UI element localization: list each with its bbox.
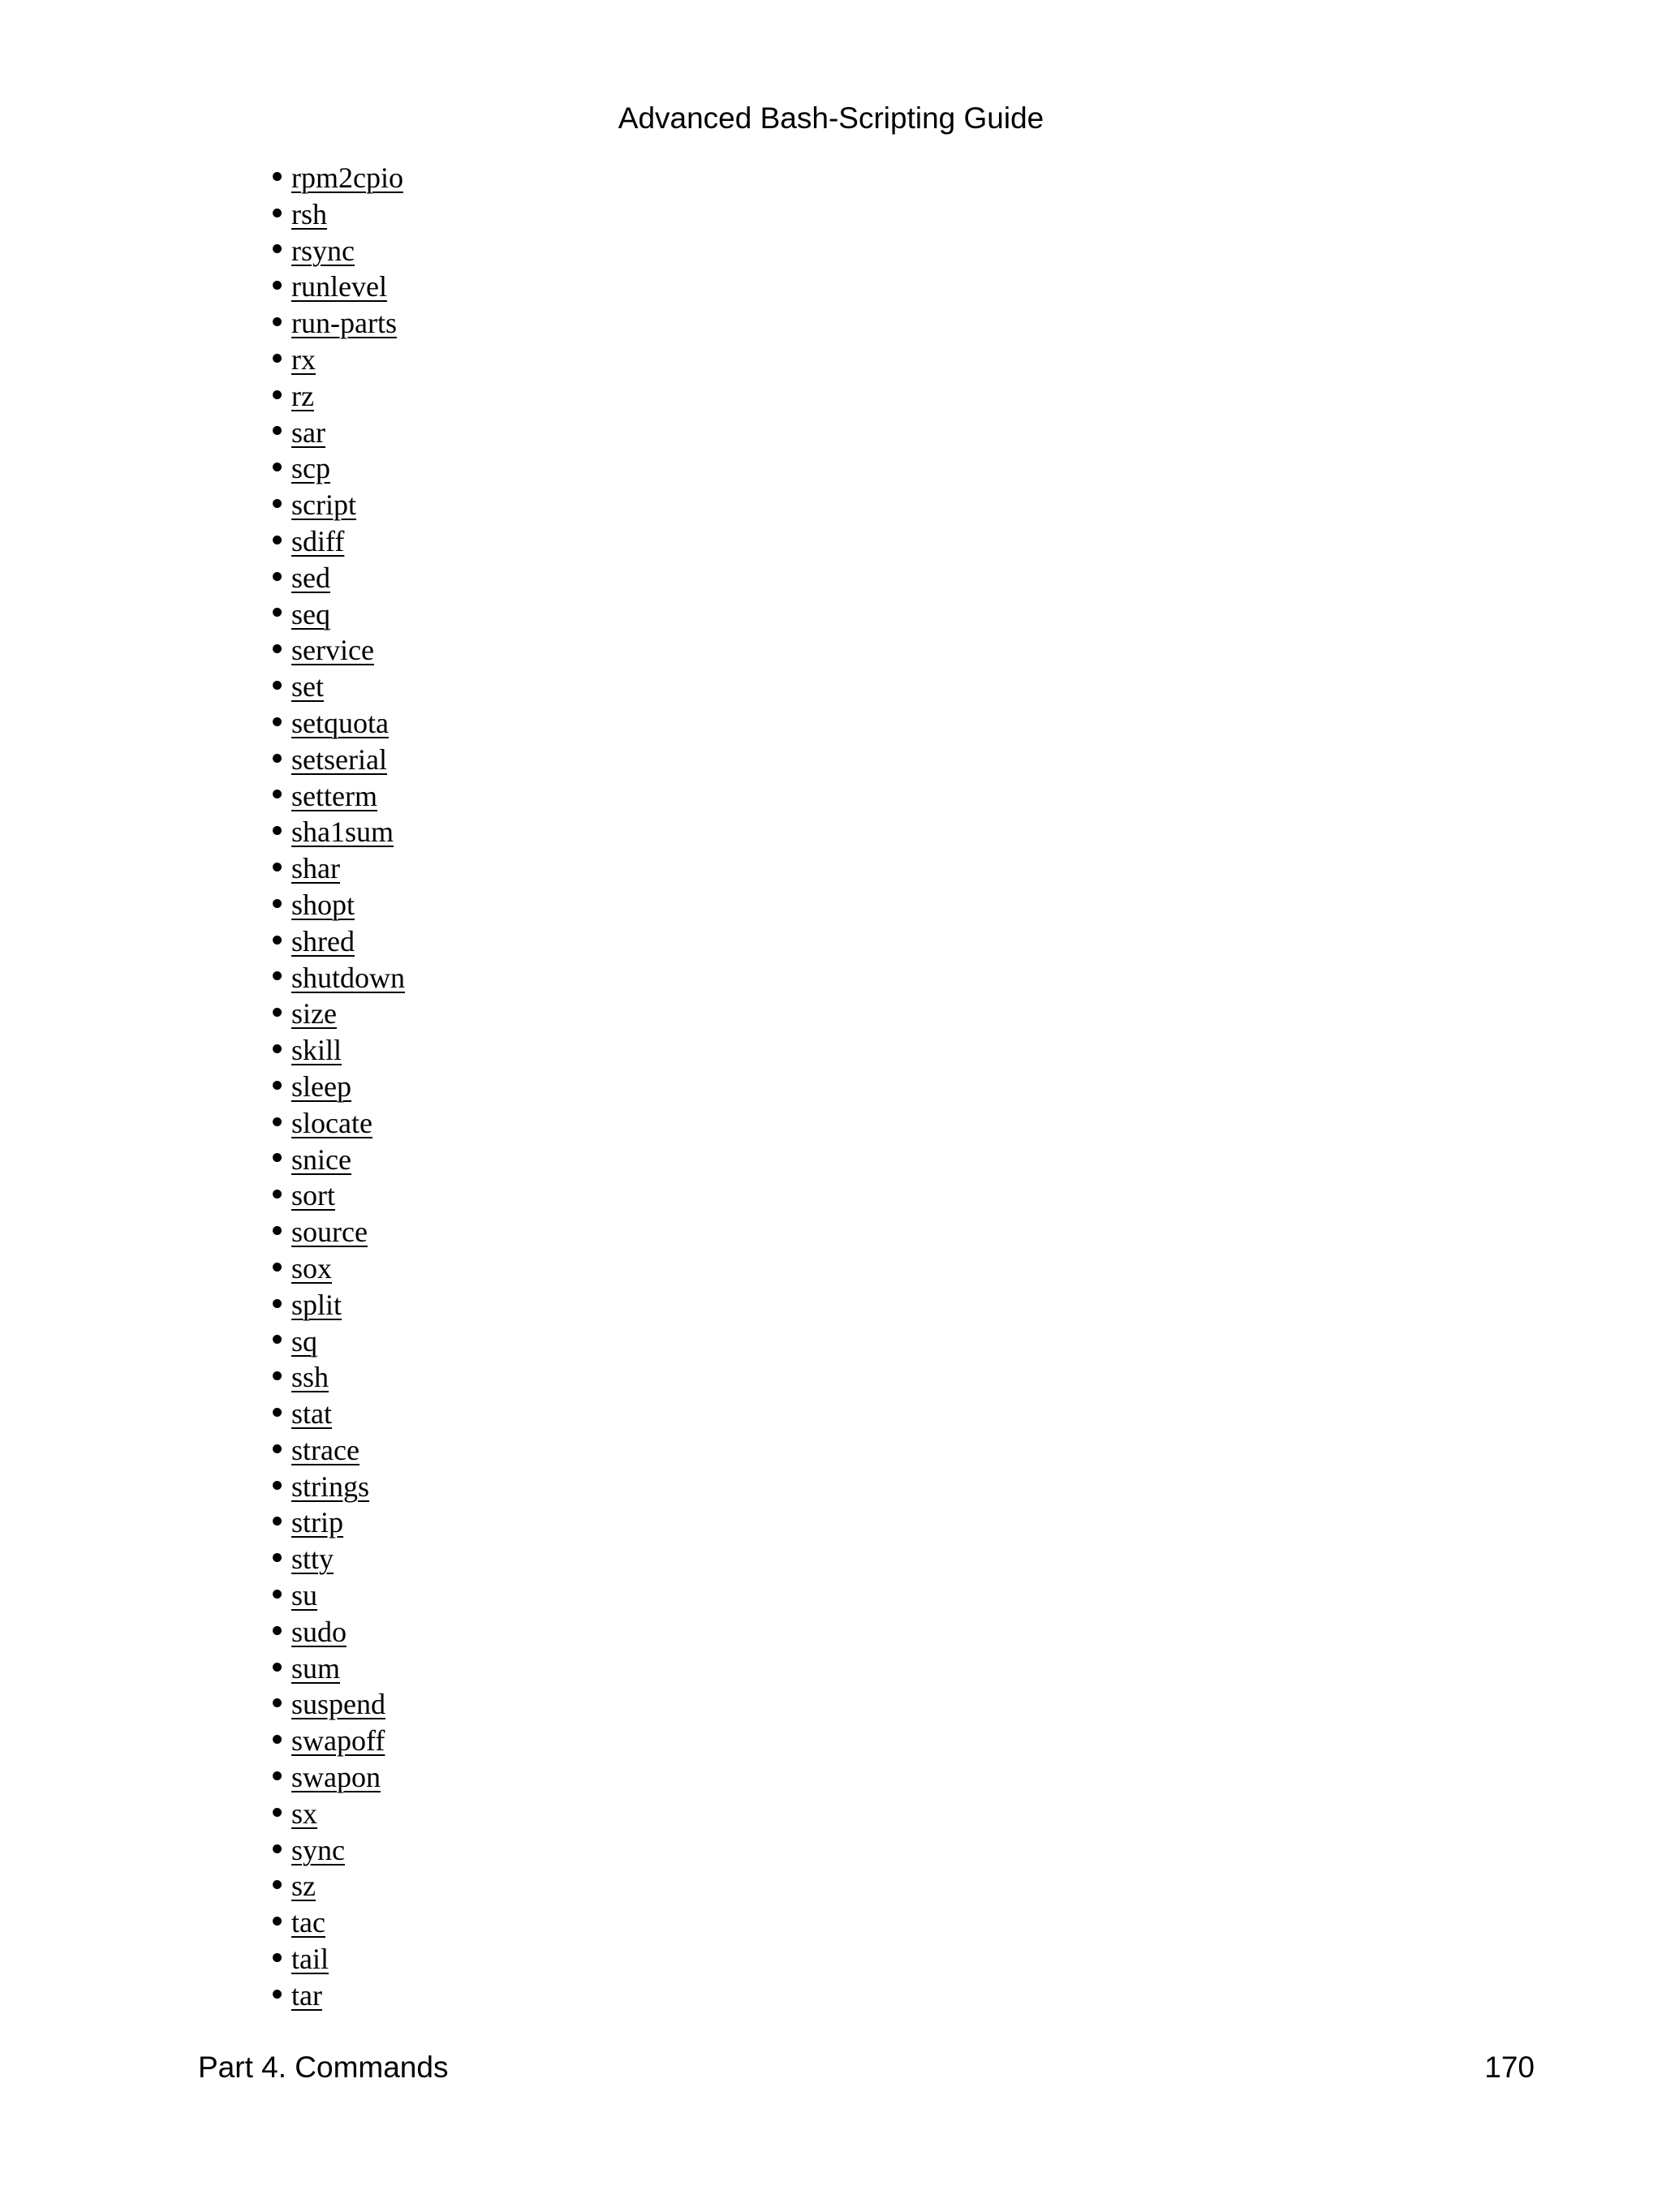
command-link[interactable]: sz — [291, 1870, 316, 1903]
bullet-icon — [273, 1880, 282, 1889]
list-item — [273, 1214, 405, 1250]
bullet-icon — [273, 1444, 282, 1453]
bullet-icon — [273, 971, 282, 980]
list-item — [273, 1868, 405, 1904]
command-link[interactable]: strip — [291, 1506, 344, 1539]
bullet-icon — [273, 1408, 282, 1417]
bullet-icon — [273, 1044, 282, 1053]
command-link[interactable]: sdiff — [291, 524, 345, 557]
list-item — [273, 1359, 405, 1396]
list-item — [273, 233, 405, 269]
bullet-icon — [273, 1481, 282, 1490]
command-link[interactable]: swapon — [291, 1761, 381, 1794]
command-link[interactable]: size — [291, 997, 337, 1031]
bullet-icon — [273, 936, 282, 945]
list-item — [273, 1432, 405, 1469]
bullet-icon — [273, 1371, 282, 1380]
bullet-icon — [273, 1663, 282, 1672]
list-item — [273, 1177, 405, 1214]
command-link[interactable]: sed — [291, 561, 330, 594]
command-link[interactable]: shutdown — [291, 961, 406, 994]
list-item — [273, 269, 405, 305]
bullet-icon — [273, 536, 282, 544]
command-link[interactable]: tail — [291, 1943, 329, 1976]
command-link[interactable]: set — [291, 670, 324, 704]
command-link[interactable]: service — [291, 634, 374, 667]
bullet-icon — [273, 644, 282, 653]
list-item — [273, 378, 405, 415]
command-link[interactable]: swapoff — [291, 1724, 385, 1758]
bullet-icon — [273, 572, 282, 581]
command-link[interactable]: sudo — [291, 1615, 347, 1648]
bullet-icon — [273, 790, 282, 798]
command-link[interactable]: sleep — [291, 1069, 351, 1103]
command-link[interactable]: sx — [291, 1797, 318, 1830]
footer-section-title: Part 4. Commands — [198, 2051, 449, 2084]
list-item — [273, 1904, 405, 1941]
bullet-icon — [273, 608, 282, 617]
list-item — [273, 778, 405, 815]
command-link[interactable]: rx — [291, 342, 316, 376]
command-link[interactable]: scp — [291, 452, 330, 485]
list-item — [273, 1105, 405, 1142]
list-item — [273, 1287, 405, 1323]
command-link[interactable]: shred — [291, 924, 355, 958]
command-link[interactable]: sq — [291, 1324, 318, 1358]
command-link[interactable]: sync — [291, 1833, 345, 1866]
command-link[interactable]: rsh — [291, 197, 327, 230]
list-item — [273, 960, 405, 996]
list-item — [273, 1032, 405, 1069]
command-link[interactable]: tar — [291, 1978, 322, 2012]
list-item — [273, 1504, 405, 1541]
bullet-icon — [273, 681, 282, 690]
list-item — [273, 523, 405, 560]
bullet-icon — [273, 1626, 282, 1635]
footer-page-number: 170 — [1484, 2051, 1535, 2084]
bullet-icon — [273, 1735, 282, 1744]
bullet-icon — [273, 354, 282, 363]
command-link[interactable]: run-parts — [291, 307, 397, 340]
command-link[interactable]: split — [291, 1288, 342, 1321]
bullet-icon — [273, 1590, 282, 1599]
command-link[interactable]: rpm2cpio — [291, 161, 403, 194]
list-item — [273, 1069, 405, 1105]
bullet-icon — [273, 1844, 282, 1853]
bullet-icon — [273, 463, 282, 471]
bullet-icon — [273, 499, 282, 508]
command-link[interactable]: sha1sum — [291, 816, 394, 849]
command-link[interactable]: suspend — [291, 1688, 385, 1721]
bullet-icon — [273, 1771, 282, 1780]
list-item — [273, 923, 405, 960]
bullet-icon — [273, 899, 282, 908]
list-item — [273, 1142, 405, 1178]
list-item — [273, 996, 405, 1032]
bullet-icon — [273, 863, 282, 871]
list-item — [273, 1759, 405, 1796]
list-item — [273, 1977, 405, 2014]
list-item — [273, 1541, 405, 1577]
command-link[interactable]: stat — [291, 1397, 332, 1431]
bullet-icon — [273, 1190, 282, 1199]
command-link[interactable]: setquota — [291, 706, 389, 739]
command-link[interactable]: snice — [291, 1143, 351, 1176]
command-link[interactable]: rsync — [291, 234, 355, 267]
bullet-icon — [273, 1990, 282, 1999]
command-link[interactable]: source — [291, 1216, 368, 1249]
command-link[interactable]: strings — [291, 1470, 370, 1503]
list-item — [273, 1577, 405, 1614]
list-item — [273, 887, 405, 923]
list-item — [273, 560, 405, 596]
bullet-icon — [273, 754, 282, 763]
list-item — [273, 1796, 405, 1832]
command-link[interactable]: rz — [291, 379, 314, 412]
list-item — [273, 450, 405, 487]
bullet-icon — [273, 426, 282, 435]
command-link[interactable]: strace — [291, 1433, 360, 1466]
bullet-icon — [273, 281, 282, 290]
list-item — [273, 1832, 405, 1869]
list-item — [273, 487, 405, 523]
list-item — [273, 1686, 405, 1723]
list-item — [273, 596, 405, 633]
list-item — [273, 415, 405, 451]
command-link[interactable]: tac — [291, 1906, 325, 1939]
list-item — [273, 196, 405, 233]
command-link[interactable]: script — [291, 488, 356, 522]
list-item — [273, 1614, 405, 1650]
command-link[interactable]: slocate — [291, 1106, 372, 1139]
bullet-icon — [273, 1299, 282, 1308]
list-item — [273, 1396, 405, 1432]
bullet-icon — [273, 1953, 282, 1962]
bullet-icon — [273, 1698, 282, 1707]
list-item — [273, 669, 405, 705]
list-item — [273, 1469, 405, 1505]
bullet-icon — [273, 1808, 282, 1817]
command-link[interactable]: sar — [291, 415, 325, 449]
bullet-icon — [273, 317, 282, 326]
list-item — [273, 305, 405, 342]
bullet-icon — [273, 390, 282, 399]
command-link[interactable]: setterm — [291, 779, 377, 812]
bullet-icon — [273, 1226, 282, 1235]
list-item — [273, 850, 405, 887]
command-link[interactable]: setserial — [291, 742, 387, 776]
command-link[interactable]: ssh — [291, 1361, 329, 1394]
bullet-icon — [273, 1335, 282, 1344]
bullet-icon — [273, 1117, 282, 1126]
list-item — [273, 814, 405, 850]
bullet-icon — [273, 1081, 282, 1090]
list-item — [273, 342, 405, 378]
command-link[interactable]: sox — [291, 1251, 333, 1285]
bullet-icon — [273, 1263, 282, 1272]
bullet-icon — [273, 1517, 282, 1526]
list-item — [273, 705, 405, 742]
command-link[interactable]: stty — [291, 1543, 334, 1576]
bullet-icon — [273, 826, 282, 835]
list-item — [273, 1941, 405, 1977]
bullet-icon — [273, 209, 282, 217]
command-link[interactable]: skill — [291, 1034, 342, 1067]
bullet-icon — [273, 1917, 282, 1926]
page-header-title: Advanced Bash-Scripting Guide — [618, 101, 1044, 135]
page-footer — [198, 2047, 1535, 2088]
bullet-icon — [273, 244, 282, 253]
list-item — [273, 632, 405, 669]
command-link[interactable]: sum — [291, 1651, 341, 1685]
list-item — [273, 1723, 405, 1759]
bullet-icon — [273, 717, 282, 726]
list-item — [273, 1650, 405, 1687]
command-link[interactable]: su — [291, 1579, 318, 1612]
command-list — [273, 160, 405, 2014]
bullet-icon — [273, 1008, 282, 1017]
command-link[interactable]: seq — [291, 597, 330, 630]
bullet-icon — [273, 172, 282, 181]
bullet-icon — [273, 1553, 282, 1562]
command-link[interactable]: shopt — [291, 888, 355, 921]
command-link[interactable]: shar — [291, 852, 340, 885]
list-item — [273, 1250, 405, 1287]
list-item — [273, 1323, 405, 1360]
command-link[interactable]: runlevel — [291, 270, 387, 303]
list-item — [273, 160, 405, 196]
command-link[interactable]: sort — [291, 1179, 335, 1212]
bullet-icon — [273, 1153, 282, 1162]
list-item — [273, 742, 405, 778]
